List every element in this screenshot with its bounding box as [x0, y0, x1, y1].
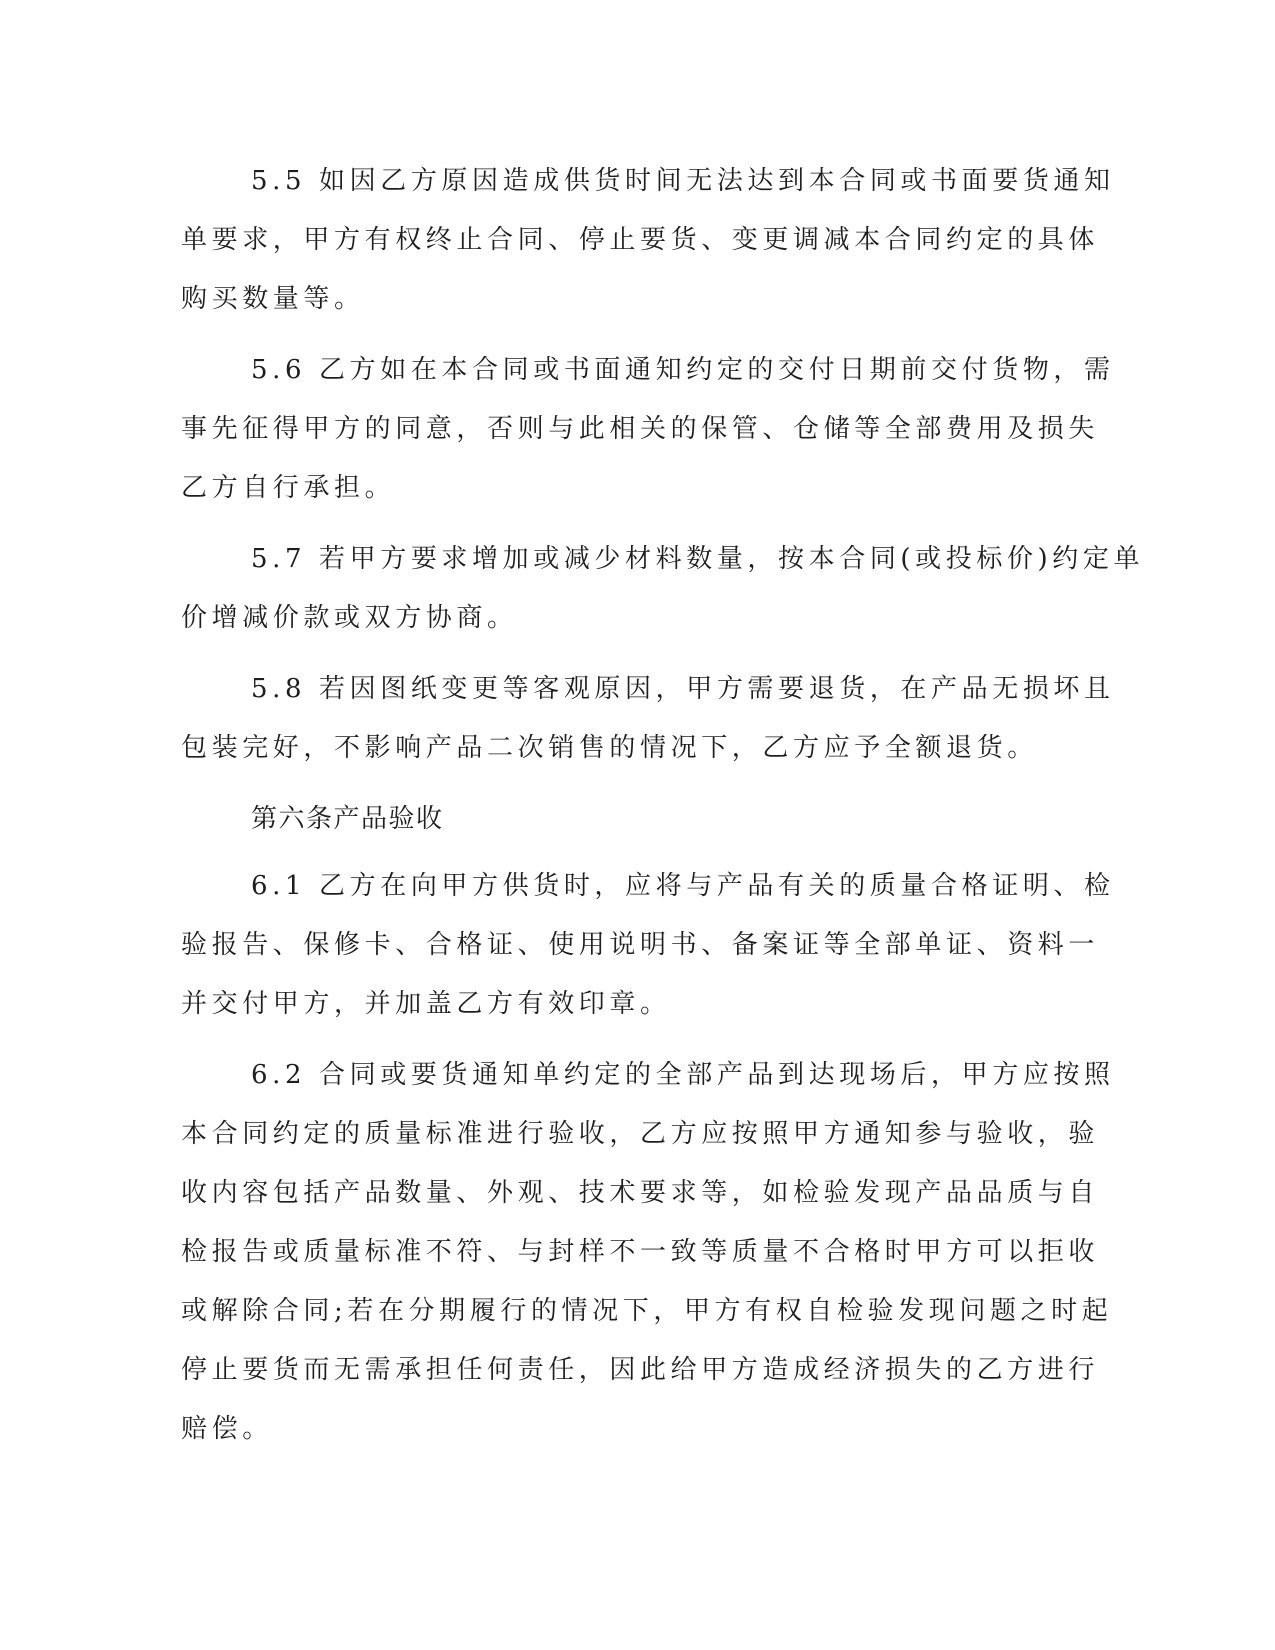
- clause-line: 赔偿。: [181, 1414, 273, 1444]
- clause-line: 6.1 乙方在向甲方供货时，应将与产品有关的质量合格证明、检: [251, 871, 1115, 901]
- clause-line: 5.7 若甲方要求增加或减少材料数量，按本合同(或投标价)约定单: [251, 544, 1145, 574]
- clause-line: 收内容包括产品数量、外观、技术要求等，如检验发现产品品质与自: [181, 1178, 1100, 1208]
- clause-line: 本合同约定的质量标准进行验收，乙方应按照甲方通知参与验收，验: [181, 1119, 1100, 1149]
- clause-5-6: [181, 341, 1115, 518]
- clause-line: 乙方自行承担。: [181, 473, 396, 503]
- clause-line: 5.8 若因图纸变更等客观原因，甲方需要退货，在产品无损坏且: [251, 674, 1115, 704]
- clause-line: 并交付甲方，并加盖乙方有效印章。: [181, 989, 671, 1019]
- clause-5-7: [181, 530, 1145, 648]
- clause-6-1: [181, 857, 1115, 1034]
- clause-line: 停止要货而无需承担任何责任，因此给甲方造成经济损失的乙方进行: [181, 1355, 1100, 1385]
- clause-line: 检报告或质量标准不符、与封样不一致等质量不合格时甲方可以拒收: [181, 1237, 1100, 1267]
- clause-line: 5.5 如因乙方原因造成供货时间无法达到本合同或书面要货通知: [251, 166, 1115, 196]
- clause-line: 5.6 乙方如在本合同或书面通知约定的交付日期前交付货物，需: [251, 355, 1115, 385]
- clause-line: 事先征得甲方的同意，否则与此相关的保管、仓储等全部费用及损失: [181, 414, 1100, 444]
- clause-6-2: [181, 1046, 1115, 1459]
- clause-line: 或解除合同;若在分期履行的情况下，甲方有权自检验发现问题之时起: [181, 1296, 1113, 1326]
- clause-line: 价增减价款或双方协商。: [181, 603, 518, 633]
- clause-line: 单要求，甲方有权终止合同、停止要货、变更调减本合同约定的具体: [181, 225, 1100, 255]
- clause-line: 验报告、保修卡、合格证、使用说明书、备案证等全部单证、资料一: [181, 930, 1100, 960]
- document-body: [181, 152, 1145, 1471]
- clause-line: 包装完好，不影响产品二次销售的情况下，乙方应予全额退货。: [181, 733, 1038, 763]
- clause-5-8: [181, 660, 1115, 778]
- clause-line: 6.2 合同或要货通知单约定的全部产品到达现场后，甲方应按照: [251, 1060, 1115, 1090]
- section-heading: 第六条产品验收: [251, 804, 444, 834]
- clause-5-5: [181, 152, 1115, 329]
- clause-line: 购买数量等。: [181, 284, 365, 314]
